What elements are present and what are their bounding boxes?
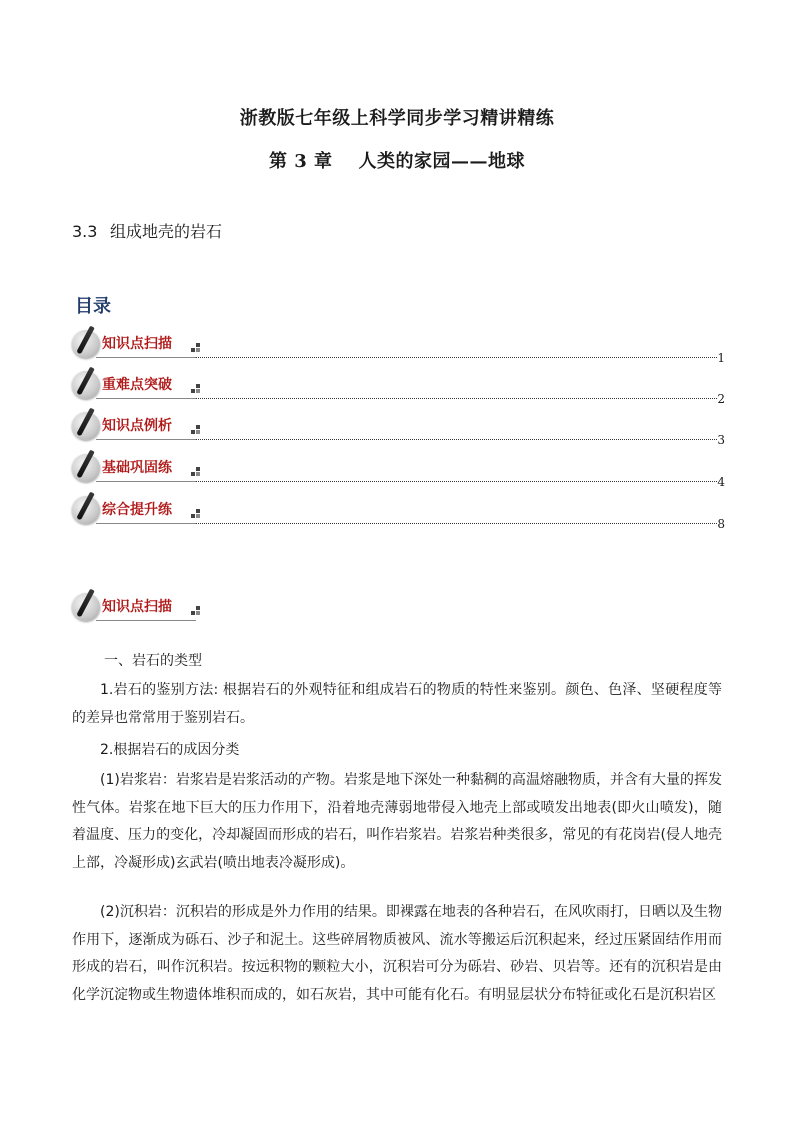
paragraph-identification: 1.岩石的鉴别方法: 根据岩石的外观特征和组成岩石的物质的特性来鉴别。颜色、色泽、坚硬程度等的差异也常常用于鉴别岩石。 <box>72 682 722 726</box>
corner-squares-icon <box>191 384 200 393</box>
toc-item-4[interactable] <box>70 451 725 491</box>
badge-underline <box>96 523 196 524</box>
chapter-name: 人类的家园——地球 <box>358 151 526 172</box>
chapter-number: 第 3 章 <box>268 151 333 172</box>
paragraph-sedimentary: (2)沉积岩：沉积岩的形成是外力作用的结果。即裸露在地表的各种岩石，在风吹雨打，日晒以及生物作用下，逐渐成为砾石、沙子和泥土。这些碎屑物质被风、流水等搬运后沉积起来，经过压紧固结作用而形成的岩石，叫作沉积岩。按远积物的颗粒大小，沉积岩可分为砾岩、砂岩、贝岩等。还有的沉积岩是由化学沉淀物或生物遗体堆积而成的，如石灰岩，其中可能有化石。有明显层状分布特征或化石是沉积岩区 <box>72 904 722 1003</box>
toc-page-number: 1 <box>717 351 725 365</box>
paragraph-igneous: (1)岩浆岩：岩浆岩是岩浆活动的产物。岩浆是地下深处一种黏稠的高温熔融物质，并含有大量的挥发性气体。岩浆在地下巨大的压力作用下，沿着地壳薄弱地带侵入地壳上部或喷发出地表(即火山喷发)，随着温度、压力的变化，冷却凝固而形成的岩石，叫作岩浆岩。岩浆岩种类很多，常见的有花岗岩(侵人地壳上部，冷凝形成)玄武岩(喷出地表冷凝形成)。 <box>72 772 722 871</box>
toc-page-number: 8 <box>717 517 725 531</box>
toc-item-label: 知识点扫描 <box>102 336 172 352</box>
section-number: 3.3 <box>72 222 98 241</box>
section-title: 组成地壳的岩石 <box>110 222 223 241</box>
toc-leader-dots <box>196 523 717 524</box>
corner-squares-icon <box>191 343 200 352</box>
section-badge-label: 知识点扫描 <box>102 599 172 615</box>
toc-item-label: 知识点例析 <box>102 418 172 434</box>
corner-squares-icon <box>191 606 200 615</box>
toc-item-label: 综合提升练 <box>102 502 172 518</box>
toc-leader-dots <box>196 481 717 482</box>
toc-badge <box>70 493 200 527</box>
toc-badge <box>70 368 200 402</box>
toc-item-label: 基础巩固练 <box>102 460 172 476</box>
section-heading <box>72 219 222 242</box>
toc-page-number: 3 <box>717 433 725 447</box>
chapter-title <box>0 147 794 173</box>
document-title: 浙教版七年级上科学同步学习精讲精练 <box>239 108 555 129</box>
badge-underline <box>96 439 196 440</box>
subheading-rock-types: 一、岩石的类型 <box>104 653 202 669</box>
toc-badge <box>70 409 200 443</box>
corner-squares-icon <box>191 425 200 434</box>
paragraph-classification: 2.根据岩石的成因分类 <box>100 742 240 758</box>
toc-badge <box>70 327 200 361</box>
section-badge-knowledge-scan <box>70 590 200 624</box>
toc-badge <box>70 451 200 485</box>
toc-page-number: 4 <box>717 475 725 489</box>
toc-item-2[interactable] <box>70 368 725 408</box>
toc-page-number: 2 <box>717 392 725 406</box>
toc-leader-dots <box>196 398 717 399</box>
toc-item-1[interactable] <box>70 327 725 367</box>
toc-item-3[interactable] <box>70 409 725 449</box>
toc-item-label: 重难点突破 <box>102 377 172 393</box>
badge-underline <box>96 620 196 621</box>
toc-title: 目录 <box>75 296 111 317</box>
section-badge <box>70 590 200 624</box>
toc-leader-dots <box>196 439 717 440</box>
badge-underline <box>96 481 196 482</box>
corner-squares-icon <box>191 509 200 518</box>
badge-underline <box>96 398 196 399</box>
corner-squares-icon <box>191 467 200 476</box>
toc-item-5[interactable] <box>70 493 725 533</box>
badge-underline <box>96 357 196 358</box>
toc-leader-dots <box>196 357 717 358</box>
